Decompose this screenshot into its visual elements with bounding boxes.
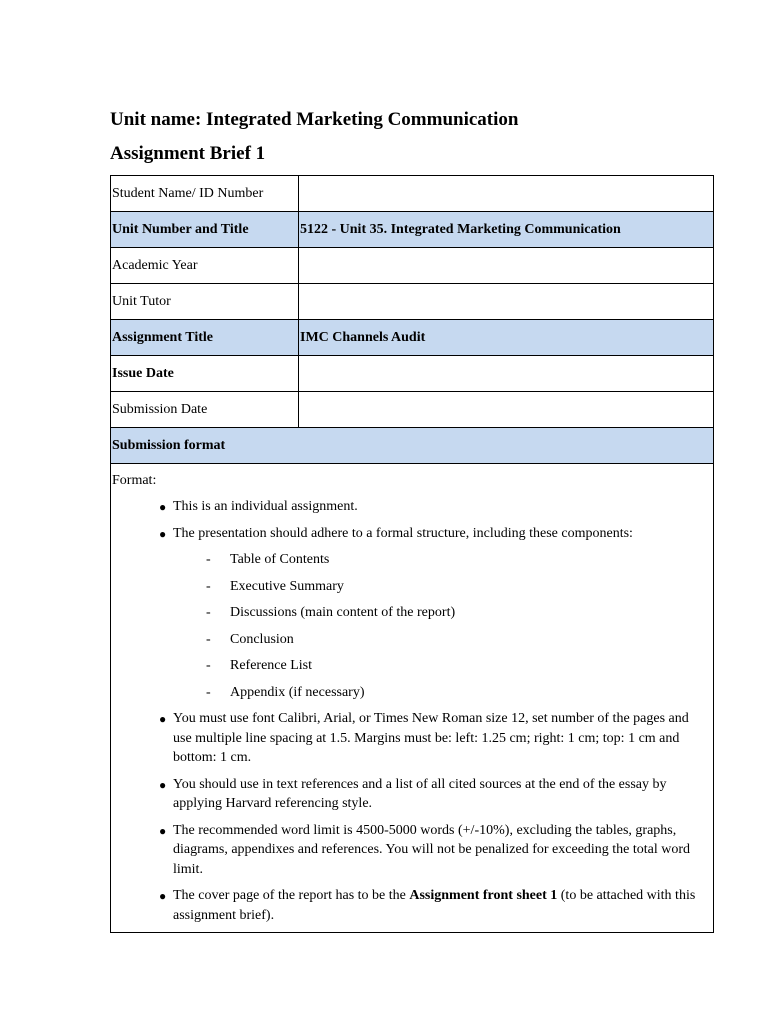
bullet-text: The recommended word limit is 4500-5000 words (+/-10%), excluding the tables, graphs, diagrams, appendixes and references. You will not be penalized for exceeding the total word limit. xyxy=(173,822,691,877)
list-item xyxy=(206,550,710,570)
list-item xyxy=(159,775,710,814)
table-row xyxy=(111,212,714,248)
component-text: Discussions (main content of the report) xyxy=(230,605,456,620)
list-item xyxy=(159,821,710,880)
front-sheet-emphasis: Assignment front sheet 1 xyxy=(409,888,558,903)
list-item xyxy=(206,603,710,623)
format-details xyxy=(111,464,714,933)
dash-icon: - xyxy=(206,684,211,700)
dash-icon: - xyxy=(206,658,211,673)
bullet-icon: ● xyxy=(159,712,167,726)
submission-format-heading: Submission format xyxy=(111,428,714,464)
bullet-icon: ● xyxy=(159,526,167,541)
row-label: Issue Date xyxy=(111,356,299,392)
format-label: Format: xyxy=(112,473,157,488)
bullet-text xyxy=(173,888,695,923)
row-label: Unit Number and Title xyxy=(111,212,299,248)
list-item xyxy=(159,524,710,703)
bullet-text: This is an individual assignment. xyxy=(173,499,358,514)
components-list xyxy=(173,550,710,702)
assignment-brief-heading: Assignment Brief 1 xyxy=(110,143,266,164)
component-text: Table of Contents xyxy=(230,552,330,567)
table-row xyxy=(111,284,714,320)
list-item xyxy=(206,577,710,597)
bullet-text-end: (to be attached with this assignment brief). xyxy=(173,888,696,923)
list-item xyxy=(206,630,710,650)
dash-icon: - xyxy=(206,552,211,567)
component-text: Reference List xyxy=(230,658,313,673)
component-text: Conclusion xyxy=(230,631,294,647)
dash-icon: - xyxy=(206,578,211,594)
list-item xyxy=(159,709,710,768)
bullet-text: The presentation should adhere to a formal structure, including these components: xyxy=(173,525,633,541)
dash-icon: - xyxy=(206,631,211,647)
row-label: Submission Date xyxy=(111,392,299,428)
row-value xyxy=(299,176,714,212)
unit-name-heading: Unit name: Integrated Marketing Communication xyxy=(110,109,519,130)
row-value: IMC Channels Audit xyxy=(299,320,714,356)
row-value xyxy=(299,392,714,428)
bullet-icon: ● xyxy=(159,823,167,838)
row-label: Academic Year xyxy=(111,248,299,284)
table-row xyxy=(111,248,714,284)
table-row xyxy=(111,356,714,392)
row-value xyxy=(299,356,714,392)
bullet-text-start: The cover page of the report has to be the xyxy=(173,888,410,903)
bullet-text: You should use in text references and a list of all cited sources at the end of the essay by applying Harvard referencing style. xyxy=(173,776,667,811)
dash-icon: - xyxy=(206,605,211,620)
component-text: Appendix (if necessary) xyxy=(230,684,365,700)
bullet-text: You must use font Calibri, Arial, or Times New Roman size 12, set number of the pages and use multiple line spacing at 1.5. Margins must be: left: 1.25 cm; right: 1 cm; top: 1 cm and bottom: 1 cm. xyxy=(173,711,689,765)
list-item xyxy=(159,886,710,925)
row-value xyxy=(299,248,714,284)
table-row xyxy=(111,464,714,933)
bullet-icon: ● xyxy=(159,500,167,514)
component-text: Executive Summary xyxy=(230,578,344,594)
table-row xyxy=(111,428,714,464)
format-bullet-list xyxy=(112,497,710,925)
bullet-icon: ● xyxy=(159,777,167,792)
row-label: Student Name/ ID Number xyxy=(111,176,299,212)
table-row xyxy=(111,392,714,428)
list-item xyxy=(206,656,710,676)
assignment-info-table xyxy=(110,175,714,933)
list-item xyxy=(206,683,710,703)
row-value xyxy=(299,284,714,320)
table-row xyxy=(111,320,714,356)
table-row xyxy=(111,176,714,212)
row-value: 5122 - Unit 35. Integrated Marketing Communication xyxy=(299,212,714,248)
row-label: Unit Tutor xyxy=(111,284,299,320)
row-label: Assignment Title xyxy=(111,320,299,356)
list-item xyxy=(159,497,710,517)
bullet-icon: ● xyxy=(159,889,167,903)
